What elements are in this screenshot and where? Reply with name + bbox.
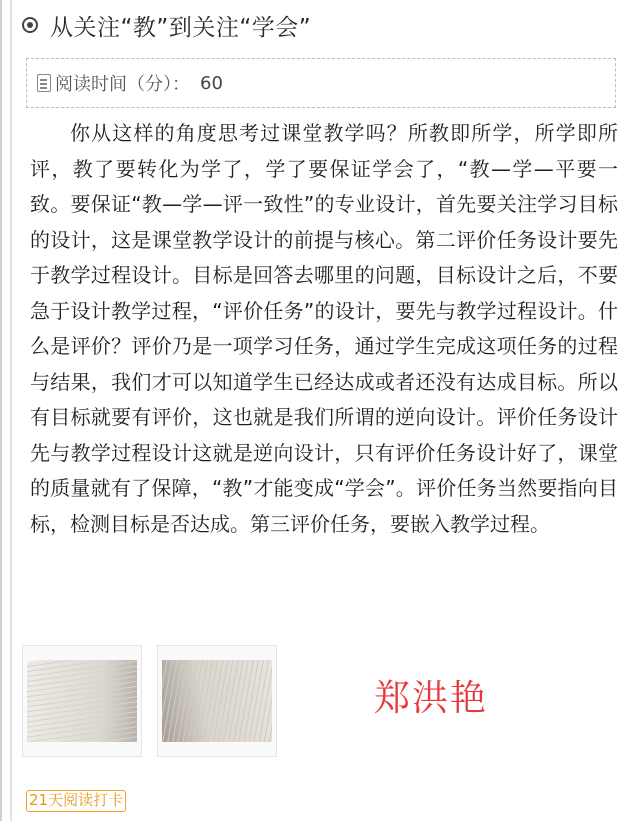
reading-time-label: 阅读时间（分）： (55, 74, 190, 95)
article-body: 你从这样的角度思考过课堂教学吗？所教即所学，所学即所评，教了要转化为学了，学了要保证学会了，“教—学—平要一致。要保证“教—学—评一致性”的专业设计，首先要关注学习目标的设计，这是课堂教学设计的前提与核心。第二评价任务设计要先于教学过程设计。目标是回答去哪里的问题，目标设计之后，不要急于设计教学过程，“评价任务”的设计，要先与教学过程设计。什么是评价？评价乃是一项学习任务，通过学生完成这项任务的过程与结果，我们才可以知道学生已经达成或者还没有达成目标。所以有目标就要有评价，这也就是我们所谓的逆向设计。评价任务设计先与教学过程设计这就是逆向设计，只有评价任务设计好了，课堂的质量就有了保障，“教”才能变成“学会”。评价任务当然要指向目标，检测目标是否达成。第三评价任务，要嵌入教学过程。 (30, 121, 618, 536)
article-title: 从关注“教”到关注“学会” (50, 14, 312, 41)
left-divider (10, 0, 12, 821)
radio-selected-icon (22, 17, 38, 33)
photo-thumbnail-1[interactable] (22, 645, 142, 757)
article-title-row (22, 8, 311, 42)
photo-thumbnail-2[interactable] (157, 645, 277, 757)
photo-book-page-1 (27, 660, 137, 742)
photo-book-page-2 (162, 660, 272, 742)
document-icon (37, 74, 51, 92)
reading-time-box (26, 58, 616, 108)
author-signature: 郑洪艳 (374, 678, 489, 719)
reading-time-value: 60 (200, 72, 223, 94)
activity-tag[interactable]: 21天阅读打卡 (26, 790, 126, 812)
